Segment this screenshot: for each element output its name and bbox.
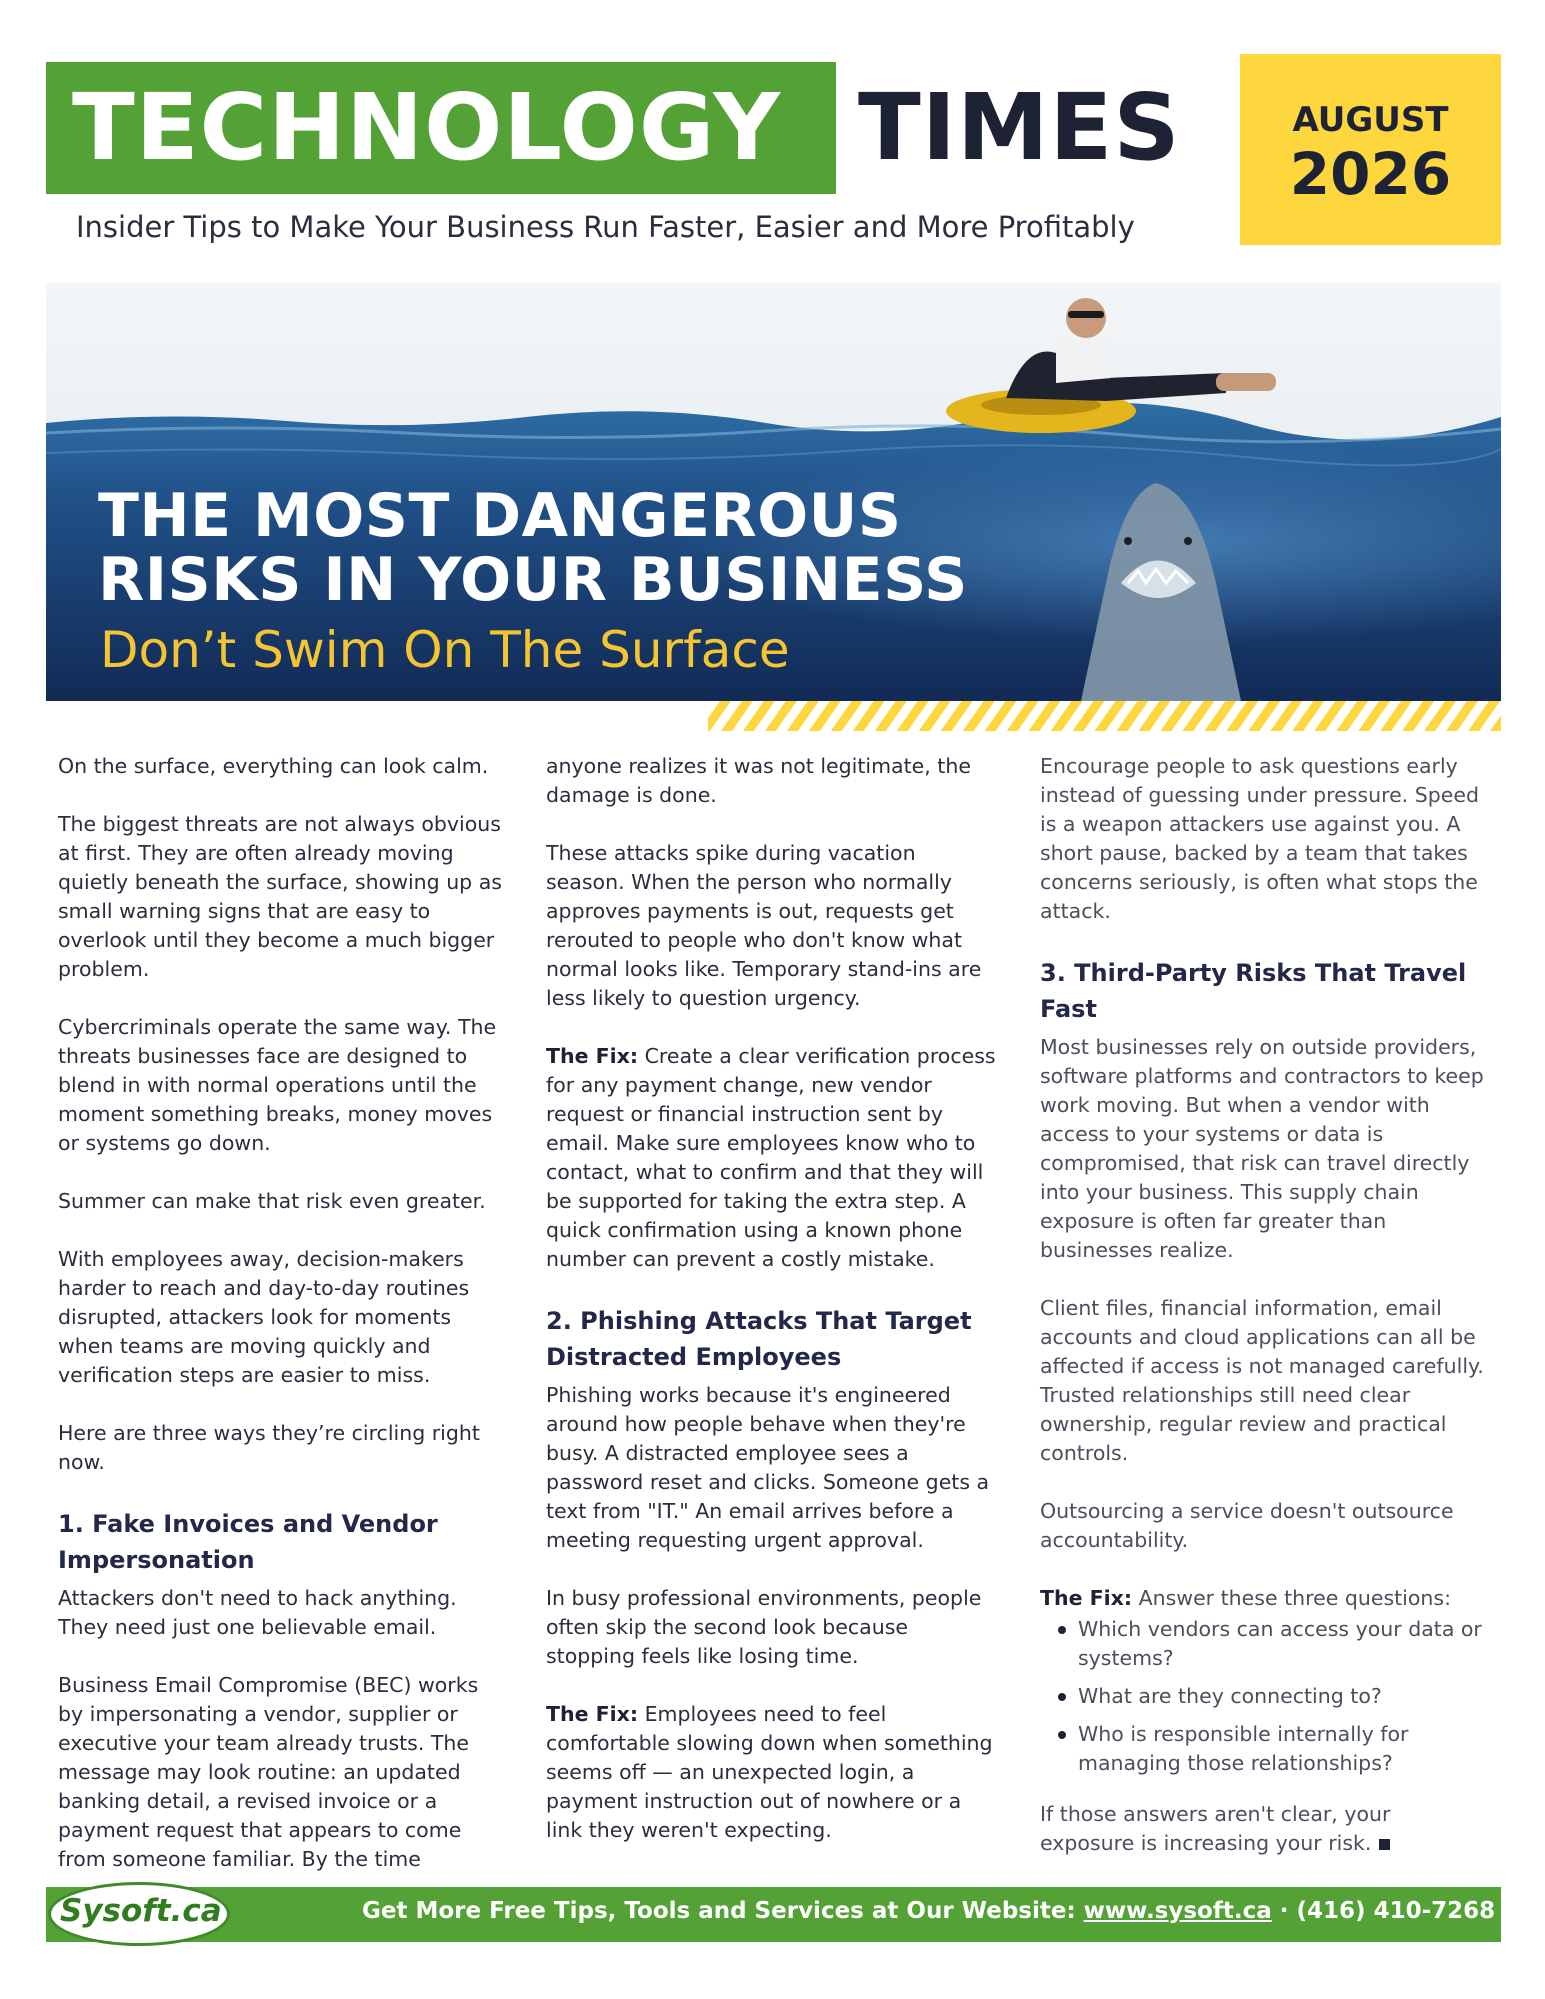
hero-banner bbox=[46, 283, 1501, 701]
closing-paragraph bbox=[1040, 1800, 1490, 1858]
footer-cta: Get More Free Tips, Tools and Services at Our Website: bbox=[362, 1898, 1076, 1924]
hero-headline-line1: THE MOST DANGEROUS bbox=[98, 481, 902, 551]
paragraph: Business Email Compromise (BEC) works by impersonating a vendor, supplier or executive your team already trusts. The message may look routine: an updated banking detail, a revised invoice or a payment request that appears to come from someone familiar. By the time bbox=[58, 1673, 479, 1871]
bullet-icon bbox=[1058, 1626, 1066, 1634]
paragraph: Encourage people to ask questions early instead of guessing under pressure. Speed is a weapon attackers use against you. A short pause, backed by a team that takes concerns seriously, is often what stops the attack. bbox=[1040, 754, 1479, 923]
fix-paragraph-1 bbox=[546, 1042, 996, 1274]
footer-text bbox=[362, 1898, 1536, 1924]
paragraph: Here are three ways they’re circling right now. bbox=[58, 1421, 480, 1474]
list-item bbox=[1040, 1720, 1490, 1778]
paragraph: Phishing works because it's engineered around how people behave when they're busy. A distracted employee sees a password reset and clicks. Someone gets a text from "IT." An email arrives before a meeting requesting urgent approval. bbox=[546, 1383, 990, 1552]
paragraph: Cybercriminals operate the same way. The threats businesses face are designed to blend in with normal operations until the moment something breaks, money moves or systems go down. bbox=[58, 1015, 497, 1155]
list-item bbox=[1040, 1682, 1490, 1711]
paragraph: Summer can make that risk even greater. bbox=[58, 1189, 486, 1213]
list-item bbox=[1040, 1615, 1490, 1673]
fix-paragraph-3 bbox=[1040, 1584, 1490, 1613]
paragraph: Attackers don't need to hack anything. They need just one believable email. bbox=[58, 1586, 457, 1639]
list-item-text: Which vendors can access your data or systems? bbox=[1078, 1617, 1482, 1670]
fix-label: The Fix: bbox=[1040, 1586, 1133, 1610]
masthead-title-times: TIMES bbox=[858, 74, 1181, 181]
article-column-1 bbox=[58, 752, 508, 1874]
separator: · bbox=[1279, 1898, 1289, 1924]
paragraph: Client files, financial information, email accounts and cloud applications can all be affected if access is not managed carefully. Trusted relationships still need clear ownership, regular review and practical controls. bbox=[1040, 1296, 1484, 1465]
masthead-title-technology: TECHNOLOGY bbox=[72, 74, 781, 181]
masthead-tagline: Insider Tips to Make Your Business Run Faster, Easier and More Profitably bbox=[76, 210, 1135, 244]
paragraph: These attacks spike during vacation season. When the person who normally approves payments is out, requests get rerouted to people who don't know what normal looks like. Temporary stand-ins are less likely to question urgency. bbox=[546, 841, 982, 1010]
section-heading-3: 3. Third-Party Risks That Travel Fast bbox=[1040, 959, 1467, 1023]
paragraph: On the surface, everything can look calm. bbox=[58, 754, 489, 778]
paragraph: Most businesses rely on outside providers, software platforms and contractors to keep work moving. But when a vendor with access to your systems or data is compromised, that risk can travel directly into your business. This supply chain exposure is often far greater than businesses realize. bbox=[1040, 1035, 1484, 1262]
questions-list bbox=[1040, 1615, 1490, 1778]
paragraph: If those answers aren't clear, your exposure is increasing your risk. bbox=[1040, 1802, 1391, 1855]
article-column-2 bbox=[546, 752, 996, 1845]
section-heading-1: 1. Fake Invoices and Vendor Impersonation bbox=[58, 1510, 438, 1574]
paragraph: With employees away, decision-makers harder to reach and day-to-day routines disrupted, attackers look for moments when teams are moving quickly and verification steps are easier to miss. bbox=[58, 1247, 470, 1387]
issue-month: AUGUST bbox=[1292, 100, 1449, 140]
paragraph: anyone realizes it was not legitimate, the damage is done. bbox=[546, 754, 971, 807]
hazard-stripe-divider bbox=[708, 701, 1501, 731]
fix-text: Employees need to feel comfortable slowing down when something seems off — an unexpected login, a payment instruction out of nowhere or a link they weren't expecting. bbox=[546, 1702, 993, 1842]
fix-paragraph-2 bbox=[546, 1700, 996, 1845]
paragraph: In busy professional environments, people often skip the second look because stopping feels like losing time. bbox=[546, 1586, 982, 1668]
separator: · bbox=[1503, 1898, 1512, 1924]
paragraph: The biggest threats are not always obvious at first. They are often already moving quietly beneath the surface, showing up as small warning signs that are easy to overlook until they become a much bigger problem. bbox=[58, 812, 502, 981]
phone-number: (416) 410-7268 bbox=[1296, 1898, 1496, 1924]
list-item-text: Who is responsible internally for managing those relationships? bbox=[1078, 1722, 1409, 1775]
fix-label: The Fix: bbox=[546, 1044, 639, 1068]
paragraph: Outsourcing a service doesn't outsource accountability. bbox=[1040, 1499, 1454, 1552]
website-link[interactable]: www.sysoft.ca bbox=[1083, 1898, 1272, 1924]
end-mark-icon bbox=[1379, 1839, 1390, 1850]
article-column-3 bbox=[1040, 752, 1490, 1858]
page-number: 1 bbox=[1519, 1898, 1536, 1924]
hero-subtitle: Don’t Swim On The Surface bbox=[100, 621, 790, 679]
fix-text: Create a clear verification process for any payment change, new vendor request or financial instruction sent by email. Make sure employees know who to contact, what to confirm and that they will be supported for taking the extra step. A quick confirmation using a known phone number can prevent a costly mistake. bbox=[546, 1044, 996, 1271]
issue-date-box bbox=[1240, 54, 1501, 245]
issue-year: 2026 bbox=[1289, 140, 1452, 208]
bullet-icon bbox=[1058, 1731, 1066, 1739]
section-heading-2: 2. Phishing Attacks That Target Distracted Employees bbox=[546, 1307, 972, 1371]
hero-headline-line2: RISKS IN YOUR BUSINESS bbox=[98, 545, 968, 615]
fix-label: The Fix: bbox=[546, 1702, 639, 1726]
fix-text: Answer these three questions: bbox=[1138, 1586, 1451, 1610]
bullet-icon bbox=[1058, 1693, 1066, 1701]
sysoft-logo-text: Sysoft.ca bbox=[60, 1893, 222, 1929]
list-item-text: What are they connecting to? bbox=[1078, 1684, 1382, 1708]
